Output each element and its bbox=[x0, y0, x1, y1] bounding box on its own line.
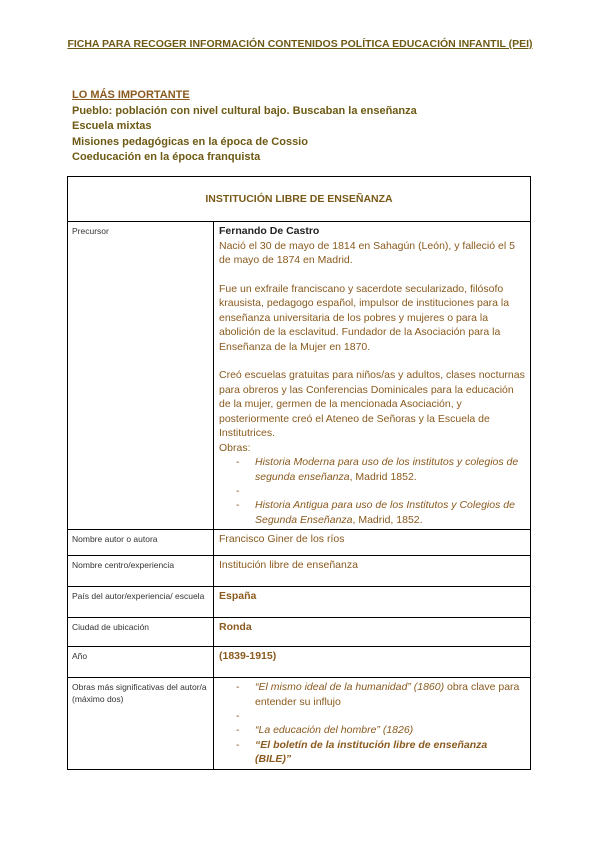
significant-work-detail: obra clave para entender su influjo bbox=[255, 681, 520, 708]
significant-list bbox=[219, 680, 525, 767]
table-row bbox=[68, 678, 531, 770]
table-row bbox=[68, 222, 531, 530]
work-title: Historia Moderna para uso de los institutos y colegios de segunda enseñanza bbox=[255, 456, 519, 483]
country-value: España bbox=[214, 587, 531, 618]
year-label: Año bbox=[68, 647, 214, 678]
document-title: FICHA PARA RECOGER INFORMACIÓN CONTENIDOS POLÍTICA EDUCACIÓN INFANTIL (PEI) bbox=[67, 38, 533, 50]
important-heading: LO MÁS IMPORTANTE bbox=[72, 89, 190, 101]
significant-value bbox=[214, 678, 531, 770]
city-label: Ciudad de ubicación bbox=[68, 618, 214, 647]
list-item bbox=[219, 455, 525, 484]
significant-work-title: “El boletín de la institución libre de enseñanza (BILE)” bbox=[255, 738, 488, 765]
important-line: Pueblo: población con nivel cultural bajo. Buscaban la enseñanza bbox=[72, 104, 417, 117]
important-line: Misiones pedagógicas en la época de Cossio bbox=[72, 135, 308, 148]
center-value: Institución libre de enseñanza bbox=[214, 556, 531, 587]
author-label: Nombre autor o autora bbox=[68, 530, 214, 556]
significant-work-title: “La educación del hombre” (1826) bbox=[255, 724, 414, 736]
country-label: País del autor/experiencia/ escuela bbox=[68, 587, 214, 618]
list-item bbox=[219, 498, 525, 527]
precursor-birth: Nació el 30 de mayo de 1814 en Sahagún (León), y falleció el 5 de mayo de 1874 en Madrid. bbox=[219, 239, 515, 266]
table-row bbox=[68, 530, 531, 556]
table-row bbox=[68, 556, 531, 587]
significant-label: Obras más significativas del autor/a (máximo dos) bbox=[68, 678, 214, 770]
precursor-bio: Fue un exfraile franciscano y sacerdote secularizado, filósofo krausista, pedagogo español, impulsor de instituciones para la enseñanza universitaria de los pobres y mujeres o para la abolición de la esclavitud. Fundador de la Asociación para la Enseñanza de la Mujer en 1870. bbox=[219, 282, 510, 353]
important-line: Escuela mixtas bbox=[72, 120, 152, 132]
important-section bbox=[72, 88, 417, 166]
precursor-name: Fernando De Castro bbox=[219, 225, 320, 237]
work-detail: , Madrid, 1852. bbox=[352, 513, 423, 526]
work-detail: , Madrid 1852. bbox=[349, 470, 417, 483]
list-item bbox=[219, 738, 525, 767]
work-title: Historia Antigua para uso de los Institutos y Colegios de Segunda Enseñanza bbox=[255, 499, 515, 526]
institution-header: INSTITUCIÓN LIBRE DE ENSEÑANZA bbox=[68, 177, 531, 222]
precursor-label: Precursor bbox=[68, 222, 214, 530]
precursor-schools: Creó escuelas gratuitas para niños/as y adultos, clases nocturnas para obreros y las Conferencias Dominicales para la educación de la mujer, germen de la mencionada Asociación, y posteriormente creó el Ateneo de Señoras y la Escuela de Institutrices. bbox=[219, 369, 525, 439]
center-label: Nombre centro/experiencia bbox=[68, 556, 214, 587]
year-value: (1839-1915) bbox=[214, 647, 531, 678]
list-item bbox=[219, 680, 525, 709]
works-label: Obras: bbox=[219, 441, 251, 454]
list-item bbox=[219, 723, 525, 738]
city-value: Ronda bbox=[214, 618, 531, 647]
table-row bbox=[68, 618, 531, 647]
table-row bbox=[68, 647, 531, 678]
author-value: Francisco Giner de los ríos bbox=[214, 530, 531, 556]
important-line: Coeducación en la época franquista bbox=[72, 151, 261, 163]
precursor-value bbox=[214, 222, 531, 530]
works-list bbox=[219, 455, 525, 527]
table-row bbox=[68, 587, 531, 618]
significant-work-title: “El mismo ideal de la humanidad” (1860) bbox=[255, 681, 445, 693]
institution-table bbox=[67, 176, 531, 770]
